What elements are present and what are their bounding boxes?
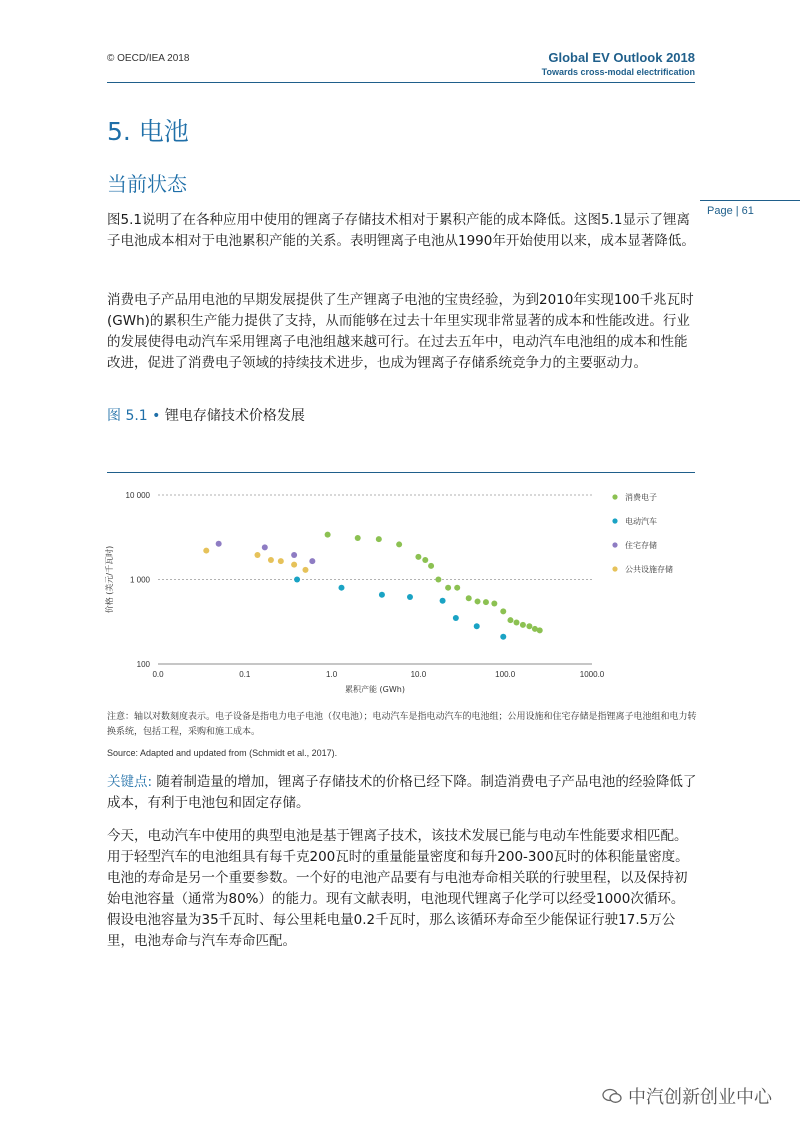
- x-tick-label: 1000.0: [579, 670, 605, 679]
- paragraph-2: 消费电子产品用电池的早期发展提供了生产锂离子电池的宝贵经验，为到2010年实现100千兆瓦时(GWh)的累积生产能力提供了支持，从而能够在过去十年里实现非常显著的成本和性能改进。行业的发展使得电动汽车采用锂离子电池组越来越可行。在过去五年中，电动汽车电池组的成本和性能改进，促进了消费电子领域的持续技术进步，也成为锂离子存储系统竞争力的主要驱动力。: [107, 292, 694, 371]
- section-title: 5. 电池: [107, 117, 189, 146]
- data-point: [537, 627, 543, 633]
- data-point: [500, 608, 506, 614]
- data-point: [407, 594, 413, 600]
- data-point: [520, 622, 526, 628]
- figure-caption-text: 锂电存储技术价格发展: [164, 408, 305, 424]
- data-point: [483, 599, 489, 605]
- data-point: [376, 536, 382, 542]
- data-point: [435, 577, 441, 583]
- data-point: [428, 563, 434, 569]
- page-number: Page | 61: [707, 205, 754, 217]
- data-point: [453, 615, 459, 621]
- x-tick-label: 10.0: [410, 670, 427, 679]
- subsection-title: 当前状态: [107, 172, 187, 196]
- x-tick-label: 0.0: [152, 670, 164, 679]
- data-point: [203, 548, 209, 554]
- x-tick-label: 100.0: [495, 670, 516, 679]
- x-tick-label: 0.1: [239, 670, 251, 679]
- key-point-label: 关键点:: [107, 774, 153, 790]
- chat-bubble-icon: [602, 1088, 622, 1104]
- data-point: [309, 558, 315, 564]
- report-title: Global EV Outlook 2018: [548, 50, 695, 65]
- watermark: [602, 1083, 772, 1109]
- data-point: [422, 557, 428, 563]
- data-point: [254, 552, 260, 558]
- data-point: [500, 634, 506, 640]
- figure-number: 图 5.1 •: [107, 408, 161, 424]
- key-point-text: 随着制造量的增加，锂离子存储技术的价格已经下降。制造消费电子产品电池的经验降低了成本，有利于电池包和固定存储。: [107, 774, 697, 811]
- data-point: [440, 598, 446, 604]
- key-point: [107, 772, 697, 814]
- report-subtitle: Towards cross-modal electrification: [541, 67, 695, 77]
- data-point: [474, 623, 480, 629]
- data-point: [268, 557, 274, 563]
- data-point: [325, 532, 331, 538]
- page-tab-rule: [700, 200, 800, 201]
- data-point: [302, 567, 308, 573]
- figure-note: 注意：轴以对数刻度表示。电子设备是指电力电子电池（仅电池）；电动汽车是指电动汽车的电池组；公用设施和住宅存储是指锂离子电池组和电力转换系统，包括工程，采购和施工成本。: [107, 712, 697, 737]
- data-point: [338, 585, 344, 591]
- data-point: [475, 598, 481, 604]
- legend-label: 公共设施存储: [625, 565, 673, 574]
- data-point: [291, 552, 297, 558]
- figure-source: Source: Adapted and updated from (Schmidt et al., 2017).: [107, 748, 338, 758]
- y-tick-label: 1 000: [129, 575, 150, 585]
- watermark-text: 中汽创新创业中心: [628, 1087, 772, 1108]
- data-point: [396, 541, 402, 547]
- y-tick-label: 10 000: [125, 491, 150, 500]
- y-axis-label: 价格 (美元/千瓦时): [105, 545, 114, 614]
- legend-marker: [612, 542, 617, 547]
- legend-marker: [612, 566, 617, 571]
- battery-price-chart: [100, 478, 700, 703]
- data-point: [415, 554, 421, 560]
- data-point: [445, 585, 451, 591]
- data-point: [526, 623, 532, 629]
- data-point: [454, 585, 460, 591]
- data-point: [514, 619, 520, 625]
- header-divider: [107, 82, 695, 83]
- legend-label: 住宅存储: [625, 541, 657, 550]
- figure-divider: [107, 472, 695, 473]
- paragraph-3: 今天，电动汽车中使用的典型电池是基于锂离子技术，该技术发展已能与电动车性能要求相匹配。用于轻型汽车的电池组具有每千克200瓦时的重量能量密度和每升200-300瓦时的体积能量密度。电池的寿命是另一个重要参数。一个好的电池产品要有与电池寿命相关联的行驶里程，以及保持初始电池容量（通常为80%）的能力。现有文献表明，电池现代锂离子化学可以经受1000次循环。假设电池容量为35千瓦时、每公里耗电量0.2千瓦时，那么该循环寿命至少能保证行驶17.5万公里，电池寿命与汽车寿命匹配。: [107, 828, 689, 949]
- x-axis-label: 累积产能 (GWh): [345, 685, 405, 694]
- data-point: [278, 558, 284, 564]
- data-point: [262, 544, 268, 550]
- report-header: [542, 50, 695, 77]
- data-point: [216, 541, 222, 547]
- data-point: [507, 617, 513, 623]
- legend-label: 电动汽车: [625, 517, 657, 526]
- legend-marker: [612, 518, 617, 523]
- paragraph-1: 图5.1说明了在各种应用中使用的锂离子存储技术相对于累积产能的成本降低。这图5.1显示了锂离子电池成本相对于电池累积产能的关系。表明锂离子电池从1990年开始使用以来，成本显著降低。: [107, 212, 695, 249]
- x-tick-label: 1.0: [326, 670, 338, 679]
- data-point: [466, 595, 472, 601]
- data-point: [294, 577, 300, 583]
- y-tick-label: 100: [136, 660, 150, 669]
- data-point: [379, 592, 385, 598]
- legend-marker: [612, 494, 617, 499]
- data-point: [355, 535, 361, 541]
- figure-caption: [107, 405, 305, 425]
- legend-label: 消费电子: [625, 493, 657, 502]
- data-point: [491, 600, 497, 606]
- data-point: [291, 562, 297, 568]
- copyright-notice: © OECD/IEA 2018: [107, 53, 190, 64]
